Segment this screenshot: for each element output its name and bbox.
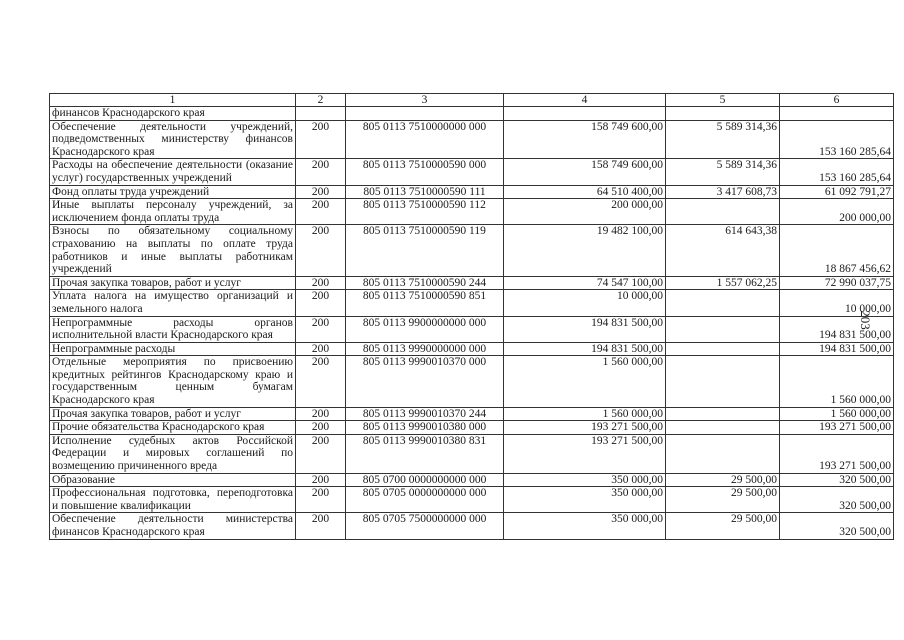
row-remaining-cell: 153 160 285,64 <box>780 120 894 159</box>
row-remaining-cell: 153 160 285,64 <box>780 159 894 185</box>
table-row <box>50 107 894 121</box>
row-remaining-cell: 1 560 000,00 <box>780 407 894 421</box>
row-plan-cell: 10 000,00 <box>504 290 666 316</box>
column-header: 3 <box>346 94 504 107</box>
row-kbk-cell: 805 0113 7510000590 111 <box>346 185 504 199</box>
row-name-cell: Иные выплаты персоналу учреждений, за исключением фонда оплаты труда <box>50 199 296 225</box>
column-header: 5 <box>666 94 780 107</box>
row-code-cell: 200 <box>296 316 346 342</box>
row-executed-cell <box>666 290 780 316</box>
row-remaining-cell: 10 000,00 <box>780 290 894 316</box>
table-row <box>50 276 894 290</box>
row-remaining-cell: 200 000,00 <box>780 199 894 225</box>
row-plan-cell: 1 560 000,00 <box>504 356 666 407</box>
row-plan-cell: 194 831 500,00 <box>504 316 666 342</box>
row-plan-cell: 194 831 500,00 <box>504 342 666 356</box>
row-name-cell: Профессиональная подготовка, переподготовка и повышение квалификации <box>50 487 296 513</box>
row-plan-cell: 193 271 500,00 <box>504 421 666 435</box>
row-name-cell: Прочая закупка товаров, работ и услуг <box>50 276 296 290</box>
row-kbk-cell: 805 0113 9900000000 000 <box>346 316 504 342</box>
row-name-cell: Отдельные мероприятия по присвоению кредитных рейтингов Краснодарскому краю и государственным ценным бумагам Краснодарского края <box>50 356 296 407</box>
row-code-cell: 200 <box>296 185 346 199</box>
row-plan-cell: 74 547 100,00 <box>504 276 666 290</box>
row-kbk-cell: 805 0113 7510000000 000 <box>346 120 504 159</box>
row-executed-cell <box>666 199 780 225</box>
row-name-cell: Образование <box>50 473 296 487</box>
row-code-cell: 200 <box>296 120 346 159</box>
row-kbk-cell: 805 0113 9990000000 000 <box>346 342 504 356</box>
table-row <box>50 434 894 473</box>
row-code-cell: 200 <box>296 473 346 487</box>
row-plan-cell: 193 271 500,00 <box>504 434 666 473</box>
row-executed-cell <box>666 421 780 435</box>
table-row <box>50 342 894 356</box>
row-remaining-cell: 193 271 500,00 <box>780 434 894 473</box>
row-executed-cell: 5 589 314,36 <box>666 120 780 159</box>
table-header-row <box>50 94 894 107</box>
row-remaining-cell: 194 831 500,00 <box>780 316 894 342</box>
row-name-cell: Уплата налога на имущество организаций и земельного налога <box>50 290 296 316</box>
row-executed-cell <box>666 356 780 407</box>
row-kbk-cell <box>346 107 504 121</box>
row-executed-cell: 5 589 314,36 <box>666 159 780 185</box>
column-header: 4 <box>504 94 666 107</box>
table-row <box>50 473 894 487</box>
row-remaining-cell: 18 867 456,62 <box>780 225 894 276</box>
row-code-cell: 200 <box>296 342 346 356</box>
row-kbk-cell: 805 0705 0000000000 000 <box>346 487 504 513</box>
row-code-cell: 200 <box>296 421 346 435</box>
row-name-cell: Фонд оплаты труда учреждений <box>50 185 296 199</box>
row-code-cell: 200 <box>296 276 346 290</box>
row-remaining-cell: 320 500,00 <box>780 473 894 487</box>
row-remaining-cell: 194 831 500,00 <box>780 342 894 356</box>
row-plan-cell <box>504 107 666 121</box>
table-body <box>50 107 894 540</box>
row-plan-cell: 200 000,00 <box>504 199 666 225</box>
column-header: 1 <box>50 94 296 107</box>
table-row <box>50 407 894 421</box>
row-name-cell: Непрограммные расходы органов исполнительной власти Краснодарского края <box>50 316 296 342</box>
page-number: 203 <box>858 310 873 330</box>
column-header: 6 <box>780 94 894 107</box>
table-row <box>50 120 894 159</box>
row-executed-cell: 29 500,00 <box>666 473 780 487</box>
row-name-cell: финансов Краснодарского края <box>50 107 296 121</box>
row-remaining-cell <box>780 107 894 121</box>
table-row <box>50 159 894 185</box>
row-remaining-cell: 320 500,00 <box>780 513 894 539</box>
row-remaining-cell: 72 990 037,75 <box>780 276 894 290</box>
table-row <box>50 487 894 513</box>
row-plan-cell: 350 000,00 <box>504 513 666 539</box>
table-row <box>50 185 894 199</box>
row-executed-cell <box>666 407 780 421</box>
row-remaining-cell: 1 560 000,00 <box>780 356 894 407</box>
row-name-cell: Расходы на обеспечение деятельности (оказание услуг) государственных учреждений <box>50 159 296 185</box>
row-code-cell: 200 <box>296 513 346 539</box>
table-row <box>50 356 894 407</box>
table-row <box>50 225 894 276</box>
row-kbk-cell: 805 0113 7510000590 119 <box>346 225 504 276</box>
column-header: 2 <box>296 94 346 107</box>
row-kbk-cell: 805 0113 9990010370 244 <box>346 407 504 421</box>
row-code-cell: 200 <box>296 407 346 421</box>
row-executed-cell <box>666 434 780 473</box>
row-kbk-cell: 805 0700 0000000000 000 <box>346 473 504 487</box>
row-kbk-cell: 805 0113 9990010380 000 <box>346 421 504 435</box>
table-row <box>50 290 894 316</box>
row-kbk-cell: 805 0113 7510000590 244 <box>346 276 504 290</box>
row-kbk-cell: 805 0705 7500000000 000 <box>346 513 504 539</box>
row-name-cell: Прочие обязательства Краснодарского края <box>50 421 296 435</box>
row-kbk-cell: 805 0113 9990010380 831 <box>346 434 504 473</box>
table-row <box>50 513 894 539</box>
row-code-cell: 200 <box>296 487 346 513</box>
row-plan-cell: 158 749 600,00 <box>504 120 666 159</box>
row-code-cell: 200 <box>296 199 346 225</box>
row-executed-cell: 29 500,00 <box>666 513 780 539</box>
row-code-cell: 200 <box>296 356 346 407</box>
row-name-cell: Прочая закупка товаров, работ и услуг <box>50 407 296 421</box>
row-plan-cell: 158 749 600,00 <box>504 159 666 185</box>
row-code-cell: 200 <box>296 225 346 276</box>
row-name-cell: Взносы по обязательному социальному страхованию на выплаты по оплате труда работников и иные выплаты работникам учреждений <box>50 225 296 276</box>
row-kbk-cell: 805 0113 7510000590 000 <box>346 159 504 185</box>
row-code-cell <box>296 107 346 121</box>
row-kbk-cell: 805 0113 7510000590 851 <box>346 290 504 316</box>
row-executed-cell <box>666 316 780 342</box>
row-code-cell: 200 <box>296 290 346 316</box>
row-name-cell: Непрограммные расходы <box>50 342 296 356</box>
row-name-cell: Обеспечение деятельности учреждений, подведомственных министерству финансов Краснодарского края <box>50 120 296 159</box>
row-name-cell: Исполнение судебных актов Российской Федерации и мировых соглашений по возмещению причиненного вреда <box>50 434 296 473</box>
budget-table <box>49 93 894 540</box>
row-remaining-cell: 61 092 791,27 <box>780 185 894 199</box>
table-row <box>50 316 894 342</box>
row-remaining-cell: 320 500,00 <box>780 487 894 513</box>
row-executed-cell: 3 417 608,73 <box>666 185 780 199</box>
row-plan-cell: 19 482 100,00 <box>504 225 666 276</box>
row-executed-cell: 614 643,38 <box>666 225 780 276</box>
table-row <box>50 199 894 225</box>
row-executed-cell: 29 500,00 <box>666 487 780 513</box>
row-executed-cell <box>666 342 780 356</box>
table-row <box>50 421 894 435</box>
row-executed-cell: 1 557 062,25 <box>666 276 780 290</box>
row-code-cell: 200 <box>296 434 346 473</box>
row-remaining-cell: 193 271 500,00 <box>780 421 894 435</box>
row-plan-cell: 64 510 400,00 <box>504 185 666 199</box>
row-plan-cell: 1 560 000,00 <box>504 407 666 421</box>
row-name-cell: Обеспечение деятельности министерства финансов Краснодарского края <box>50 513 296 539</box>
row-plan-cell: 350 000,00 <box>504 473 666 487</box>
row-executed-cell <box>666 107 780 121</box>
row-plan-cell: 350 000,00 <box>504 487 666 513</box>
row-code-cell: 200 <box>296 159 346 185</box>
row-kbk-cell: 805 0113 9990010370 000 <box>346 356 504 407</box>
row-kbk-cell: 805 0113 7510000590 112 <box>346 199 504 225</box>
